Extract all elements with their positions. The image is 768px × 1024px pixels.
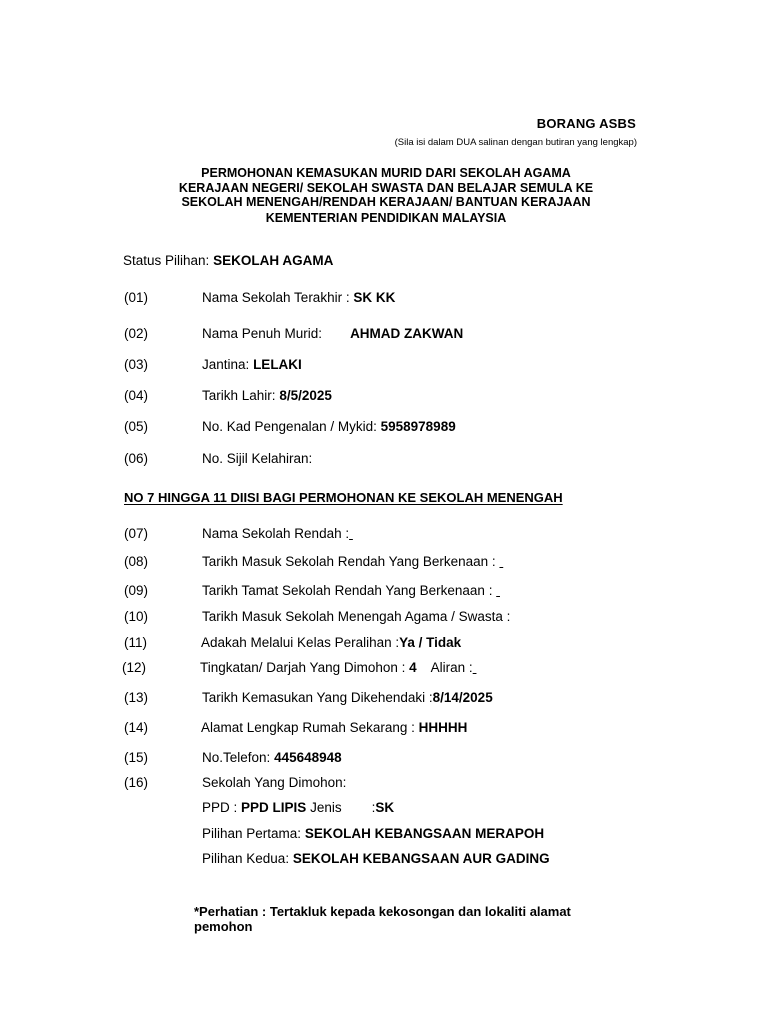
item-number: (09) [124, 583, 149, 598]
item-primary-start-date [202, 554, 503, 569]
form-title-line-1: PERMOHONAN KEMASUKAN MURID DARI SEKOLAH AGAMA [201, 166, 571, 180]
item-number: (08) [124, 554, 149, 569]
first-choice-label: Pilihan Pertama: [202, 826, 302, 841]
second-choice-value: SEKOLAH KEBANGSAAN AUR GADING [292, 851, 550, 866]
item-primary-end-date [202, 583, 500, 598]
status-label: Status Pilihan: [123, 253, 210, 268]
item-student-name [202, 326, 463, 341]
item-number: (06) [124, 451, 149, 466]
item-number: (12) [122, 660, 147, 675]
item-number: (10) [124, 609, 149, 624]
jenis-label: Jenis [310, 800, 342, 815]
item-value: 8/5/2025 [279, 388, 332, 403]
item-label: Tarikh Masuk Sekolah Menengah Agama / Swasta : [202, 609, 511, 624]
item-value: 4 [409, 660, 417, 675]
item-grade-requested [200, 660, 476, 675]
ppd-value: PPD LIPIS [241, 800, 307, 815]
item-value: LELAKI [253, 357, 302, 372]
form-code: BORANG ASBS [536, 116, 636, 131]
item-label: Tarikh Kemasukan Yang Dikehendaki : [202, 690, 433, 705]
item-phone [202, 750, 342, 765]
form-title [140, 166, 632, 210]
ministry-name: KEMENTERIAN PENDIDIKAN MALAYSIA [265, 211, 507, 225]
second-choice-label: Pilihan Kedua: [202, 851, 290, 866]
status-row [123, 253, 333, 268]
form-instruction: (Sila isi dalam DUA salinan dengan butiran yang lengkap) [394, 137, 637, 148]
item-number: (04) [124, 388, 149, 403]
ppd-label: PPD : [202, 800, 238, 815]
form-title-line-3: SEKOLAH MENENGAH/RENDAH KERAJAAN/ BANTUAN KERAJAAN [181, 195, 591, 209]
item-value: HHHHH [418, 720, 468, 735]
item-label: No.Telefon: [202, 750, 271, 765]
jenis-value: SK [375, 800, 395, 815]
first-choice-value: SEKOLAH KEBANGSAAN MERAPOH [304, 826, 545, 841]
item-number: (07) [124, 526, 149, 541]
item-school-requested [202, 775, 346, 790]
item-label: Tarikh Lahir: [202, 388, 276, 403]
status-value: SEKOLAH AGAMA [213, 253, 334, 268]
item-label: No. Kad Pengenalan / Mykid: [202, 419, 377, 434]
item-value: SK KK [353, 290, 396, 305]
item-birth-date [202, 388, 332, 403]
item-value: 445648948 [274, 750, 342, 765]
item-number: (15) [124, 750, 149, 765]
item-label: Nama Sekolah Rendah : [202, 526, 350, 541]
item-label: Tarikh Masuk Sekolah Rendah Yang Berkenaan : [202, 554, 496, 569]
item-value: 8/14/2025 [432, 690, 493, 705]
item-number: (05) [124, 419, 149, 434]
item-number: (03) [124, 357, 149, 372]
item-home-address [201, 720, 467, 735]
item-number: (11) [124, 635, 148, 650]
item-transition-class [201, 635, 461, 650]
item-number: (16) [124, 775, 149, 790]
item-label: Sekolah Yang Dimohon: [202, 775, 347, 790]
item-admission-date [202, 690, 493, 705]
item-gender [202, 357, 302, 372]
item-value: Ya / Tidak [399, 635, 462, 650]
item-birth-certificate [202, 451, 312, 466]
secondary-section-heading: NO 7 HINGGA 11 DIISI BAGI PERMOHONAN KE SEKOLAH MENENGAH [124, 490, 563, 505]
second-choice-row [202, 851, 550, 866]
item-label: No. Sijil Kelahiran: [202, 451, 313, 466]
item-label: Tarikh Tamat Sekolah Rendah Yang Berkenaan : [202, 583, 493, 598]
item-label: Adakah Melalui Kelas Peralihan : [201, 635, 400, 650]
item-school-last [202, 290, 395, 305]
item-label: Nama Sekolah Terakhir : [202, 290, 350, 305]
attention-note: *Perhatian : Tertakluk kepada kekosongan dan lokaliti alamat pemohon [194, 904, 571, 934]
item-label: Alamat Lengkap Rumah Sekarang : [201, 720, 415, 735]
form-title-line-2: KERAJAAN NEGERI/ SEKOLAH SWASTA DAN BELAJAR SEMULA KE [178, 180, 594, 195]
item-label: Jantina: [202, 357, 250, 372]
item-stream-label: Aliran : [430, 660, 473, 675]
item-number: (13) [124, 690, 149, 705]
jenis-colon: : [371, 800, 376, 815]
ppd-row [202, 800, 394, 815]
item-value: 5958978989 [380, 419, 456, 434]
item-number: (14) [124, 720, 149, 735]
item-number: (01) [124, 290, 149, 305]
item-value: AHMAD ZAKWAN [350, 326, 464, 341]
item-identity-card [202, 419, 456, 434]
item-secondary-start-date [202, 609, 510, 624]
first-choice-row [202, 826, 544, 841]
item-label: Tingkatan/ Darjah Yang Dimohon : [200, 660, 406, 675]
item-label: Nama Penuh Murid: [202, 326, 323, 341]
item-primary-school [202, 526, 353, 541]
item-number: (02) [124, 326, 149, 341]
